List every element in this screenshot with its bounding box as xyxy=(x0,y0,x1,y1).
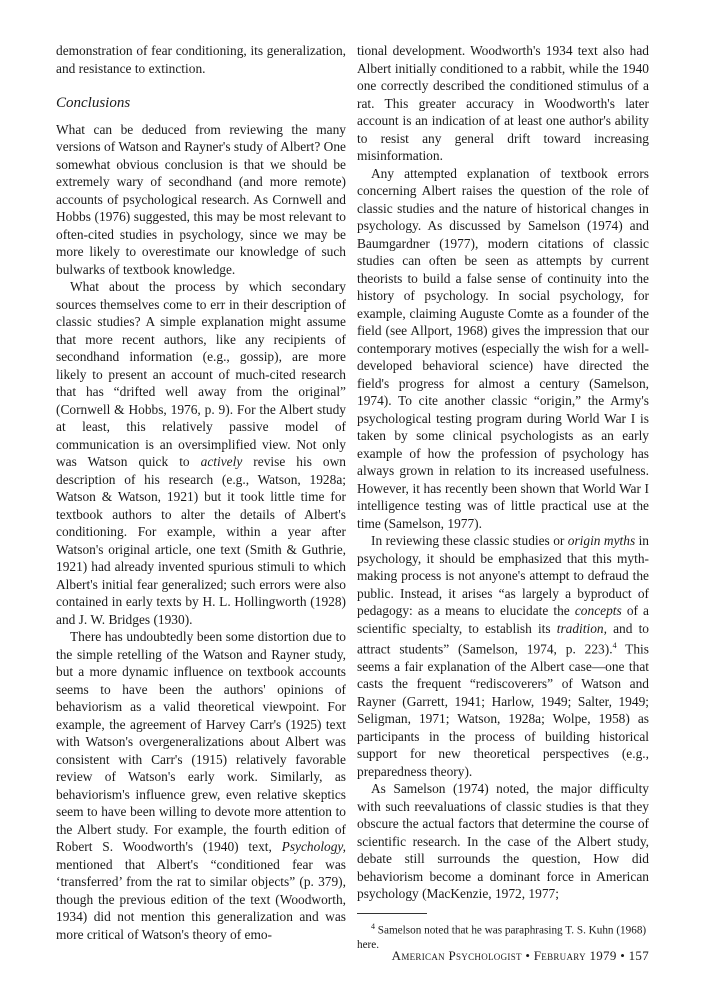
text-run: There has undoubtedly been some distortion due to the simple retelling of the Watson and Rayner study, but a more dynamic influence on textbook accounts seems to have been the authors' opinions of behaviorism as a valid theoretical viewpoint. For example, the agreement of Harvey Carr's (1925) text with Watson's overgeneralizations about Albert was consistent with Carr's (1915) relatively favorable review of Watson's early work. Similarly, as behaviorism's influence grew, even relative skeptics seem to have been willing to devote more attention to the Albert study. For example, the fourth edition of Robert S. Woodworth's (1940) text, xyxy=(56,629,346,854)
emphasis: tradition, xyxy=(556,620,607,636)
text-run: in psychology, it should be emphasized that this myth-making process is not anyone's attempt to defraud the public. Instead, it arises “as largely a byproduct of pedagogy: as a means to elucidate the xyxy=(357,533,650,618)
footnote-text: Samelson noted that he was paraphrasing T. S. Kuhn (1968) here. xyxy=(357,924,647,951)
text-run: and to attract students” (Samelson, 1974, p. 223). xyxy=(357,620,649,657)
footnote-divider xyxy=(357,913,427,914)
paragraph: What can be deduced from reviewing the many versions of Watson and Rayner's study of Albert? One somewhat obvious conclusion is that we should be extremely wary of secondhand (and more remote) accounts of psychological research. As Cornwell and Hobbs (1976) suggested, this may be most relevant to often-cited studies in psychology, since we may be more likely to overestimate our knowledge of such bulwarks of textbook knowledge. xyxy=(56,121,346,277)
emphasis: concepts xyxy=(574,603,622,618)
paragraph-continuation: demonstration of fear conditioning, its generalization, and resistance to extinction. xyxy=(56,43,346,76)
paragraph xyxy=(56,628,346,943)
paragraph xyxy=(56,278,346,628)
text-run: of a scientific specialty, to establish its xyxy=(357,603,650,636)
paragraph: Any attempted explanation of textbook errors concerning Albert raises the question of the role of classic studies and the nature of historical changes in psychology. As discussed by Samelson (1974) and Baumgardner (1977), modern citations of classic studies can often be seen as attempts by current theorists to build a false sense of continuity into the history of psychology. In social psychology, for example, claiming Auguste Comte as a founder of the field (see Allport, 1968) gives the impression that our contemporary motives (especially the wish for a well-developed behavioral science) have directed the field's progress for almost a century (Samelson, 1974). To cite another classic “origin,” the Army's psychological testing program during World War I is taken by some clinical psychologists as an early example of how the profession of psychology has always grown in relation to its increased usefulness. However, it has recently been shown that World War I intelligence testing was of little practical use at the time (Samelson, 1977). xyxy=(357,165,649,531)
text-run: What about the process by which secondary sources themselves come to err in their description of classic studies? A simple explanation might assume that more recent authors, like any recipients of secondhand information (e.g., gossip), are more likely to present an account of much-cited research that has “drifted well away from the original” (Cornwell & Hobbs, 1976, p. 9). For the Albert study at least, this relatively passive model of communication is an oversimplified view. Not only was Watson quick to xyxy=(56,279,346,469)
left-column xyxy=(56,42,346,943)
paragraph: As Samelson (1974) noted, the major difficulty with such reevaluations of classic studies is that they obscure the actual factors that determine the course of scientific research. In the case of the Albert study, debate still surrounds the question, How did behaviorism become a dominant force in American psychology (MacKenzie, 1972, 1977; xyxy=(357,781,649,902)
emphasis: actively xyxy=(200,454,243,469)
text-run: revise his own description of his research (e.g., Watson, 1928a; Watson & Watson, 1921) but it took little time for textbook authors to alter the details of Albert's conditioning. For example, within a year after Watson's original article, one text (Smith & Guthrie, 1921) had already invented spurious stimuli to which Albert's initial fear generalized; such errors were also contained in early texts by H. L. Hollingworth (1928) and J. W. Bridges (1930). xyxy=(56,454,346,627)
section-heading-conclusions: Conclusions xyxy=(56,95,131,111)
footnote-mark: 4 xyxy=(371,921,375,931)
text-run: mentioned that Albert's “conditioned fear was ‘transferred’ from the rat to similar objects” (p. 379), though the previous edition of the text (Woodworth, 1934) did not mention this generalization and was more critical of Watson's theory of emo- xyxy=(56,856,346,942)
emphasis: origin myths xyxy=(567,533,636,548)
emphasis: Psychology, xyxy=(281,839,346,854)
footnote xyxy=(357,920,649,952)
paragraph xyxy=(357,532,649,780)
text-run: This seems a fair explanation of the Albert case—one that casts the frequent “rediscoverers” of Watson and Rayner (Garrett, 1941; Harlow, 1949; Salter, 1949; Seligman, 1971; Watson, 1928a; Wolpe, 1958) as participants in the process of building historical support for new theoretical perspectives (e.g., preparedness theory). xyxy=(357,641,649,779)
footnote-ref: 4 xyxy=(612,641,617,650)
paragraph-continuation: tional development. Woodworth's 1934 text also had Albert initially conditioned to a rabbit, while the 1940 one correctly described the conditioned stimulus of a rat. This greater accuracy in Woodworth's later account is an indication of at least one author's ability to resist any general drift toward increasing misinformation. xyxy=(357,43,649,163)
text-run: In reviewing these classic studies or xyxy=(371,533,568,548)
right-column xyxy=(357,42,649,952)
running-footer: American Psychologist • February 1979 • 157 xyxy=(391,948,649,963)
